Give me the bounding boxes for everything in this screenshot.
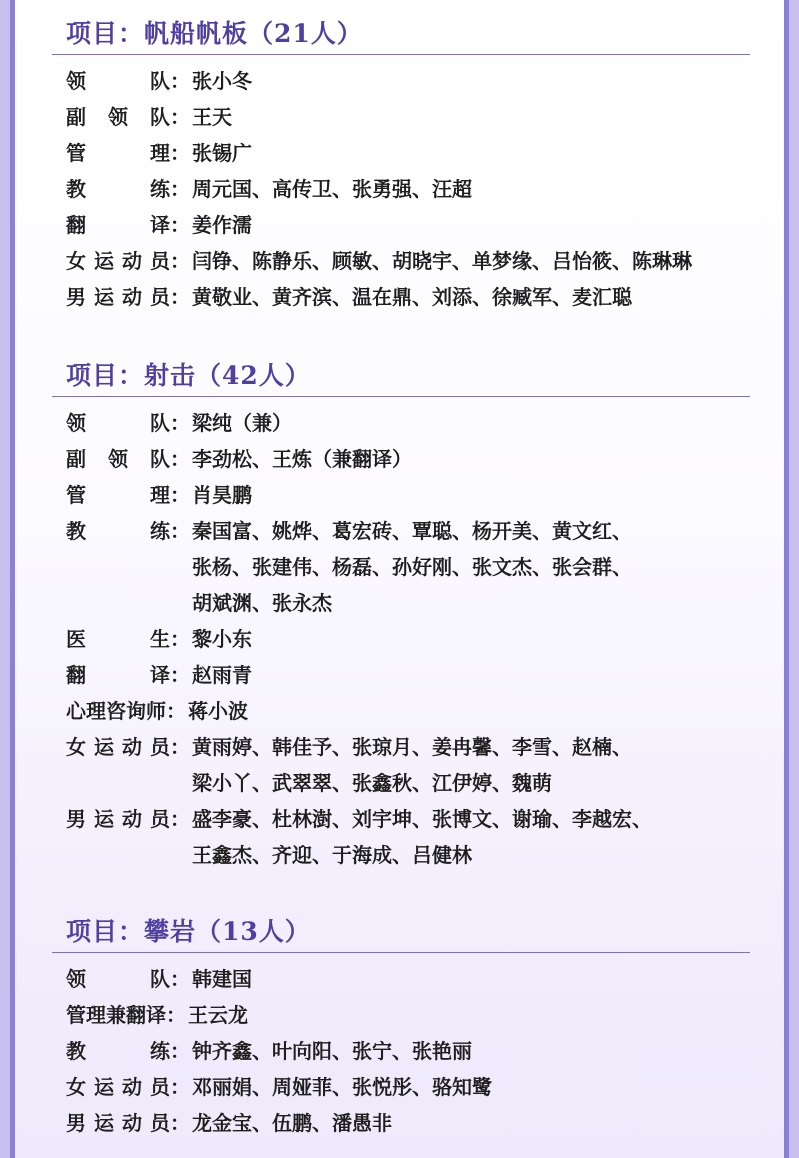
label-colon: ： — [166, 1003, 186, 1027]
member-names-line: 黎小东 — [192, 627, 252, 651]
roster-row — [52, 997, 750, 1033]
member-names — [192, 1105, 392, 1141]
roster-row — [52, 477, 750, 513]
label-colon: ： — [170, 285, 190, 309]
label-colon: ： — [166, 699, 186, 723]
member-names — [192, 207, 252, 243]
member-names — [192, 405, 292, 441]
roster-row — [52, 1069, 750, 1105]
role-label: 管理兼翻译 — [66, 1003, 166, 1027]
roster-section — [52, 14, 750, 315]
label-colon: ： — [170, 663, 190, 687]
role-label: 副领队 — [66, 105, 170, 129]
roster-row — [52, 279, 750, 315]
member-names — [192, 279, 632, 315]
member-names-line: 赵雨青 — [192, 663, 252, 687]
roster-row — [52, 99, 750, 135]
member-names-line: 王天 — [192, 105, 232, 129]
label-colon: ： — [170, 627, 190, 651]
role-label: 女运动员 — [66, 1075, 170, 1099]
roster-row — [52, 621, 750, 657]
roster-row — [52, 961, 750, 997]
role-label: 管理 — [66, 483, 170, 507]
roster-row — [52, 513, 750, 621]
label-colon: ： — [170, 483, 190, 507]
section-divider — [52, 54, 750, 55]
role-label: 翻译 — [66, 213, 170, 237]
label-colon: ： — [170, 411, 190, 435]
label-colon: ： — [170, 141, 190, 165]
section-title: 项目：攀岩（13人） — [66, 917, 311, 946]
member-names-line: 蒋小波 — [188, 699, 248, 723]
role-label: 男运动员 — [66, 285, 170, 309]
label-colon: ： — [170, 1075, 190, 1099]
label-colon: ： — [170, 1039, 190, 1063]
role-label: 领队 — [66, 411, 170, 435]
role-label: 教练 — [66, 1039, 170, 1063]
member-names-line: 张小冬 — [192, 69, 252, 93]
section-divider — [52, 396, 750, 397]
member-names-line: 盛李豪、杜林澍、刘宇坤、张博文、谢瑜、李越宏、 — [192, 807, 652, 831]
roster-row — [52, 1105, 750, 1141]
member-names — [192, 243, 692, 279]
label-colon: ： — [170, 249, 190, 273]
member-names-line: 张锡广 — [192, 141, 252, 165]
member-names — [192, 513, 632, 621]
frame-right-edge — [789, 0, 799, 1158]
member-names-line: 钟齐鑫、叶向阳、张宁、张艳丽 — [192, 1039, 472, 1063]
member-names — [192, 99, 232, 135]
member-names — [192, 441, 412, 477]
role-label: 女运动员 — [66, 735, 170, 759]
member-names-line: 梁小丫、武翠翠、张鑫秋、江伊婷、魏萌 — [192, 771, 552, 795]
member-names — [192, 1033, 472, 1069]
roster-row — [52, 801, 750, 873]
member-names-line: 黄雨婷、韩佳予、张琼月、姜冉馨、李雪、赵楠、 — [192, 735, 632, 759]
role-label: 管理 — [66, 141, 170, 165]
member-names-line: 秦国富、姚烨、葛宏砖、覃聪、杨开美、黄文红、 — [192, 519, 632, 543]
label-colon: ： — [170, 735, 190, 759]
roster-row — [52, 405, 750, 441]
label-colon: ： — [170, 105, 190, 129]
member-names-line: 肖昊鹏 — [192, 483, 252, 507]
member-names-line: 李劲松、王炼（兼翻译） — [192, 447, 412, 471]
member-names-line: 周元国、高传卫、张勇强、汪超 — [192, 177, 472, 201]
roster-row — [52, 441, 750, 477]
roster-row — [52, 207, 750, 243]
label-colon: ： — [170, 519, 190, 543]
member-names — [188, 997, 248, 1033]
member-names — [192, 135, 252, 171]
member-names-line: 王鑫杰、齐迎、于海成、吕健林 — [192, 843, 472, 867]
member-names — [192, 801, 652, 873]
member-names-line: 龙金宝、伍鹏、潘愚非 — [192, 1111, 392, 1135]
member-names — [192, 657, 252, 693]
member-names — [192, 1069, 492, 1105]
member-names — [188, 693, 248, 729]
role-label: 领队 — [66, 967, 170, 991]
member-names-line: 王云龙 — [188, 1003, 248, 1027]
label-colon: ： — [170, 213, 190, 237]
role-label: 女运动员 — [66, 249, 170, 273]
label-colon: ： — [170, 447, 190, 471]
member-names — [192, 171, 472, 207]
role-label: 副领队 — [66, 447, 170, 471]
member-names-line: 胡斌渊、张永杰 — [192, 591, 332, 615]
roster-row — [52, 657, 750, 693]
label-colon: ： — [170, 177, 190, 201]
role-label: 翻译 — [66, 663, 170, 687]
member-names-line: 张杨、张建伟、杨磊、孙好刚、张文杰、张会群、 — [192, 555, 632, 579]
role-label: 教练 — [66, 519, 170, 543]
roster-section — [52, 356, 750, 873]
roster-row — [52, 693, 750, 729]
role-label: 男运动员 — [66, 1111, 170, 1135]
role-label: 教练 — [66, 177, 170, 201]
roster-row — [52, 729, 750, 801]
member-names-line: 梁纯（兼） — [192, 411, 292, 435]
frame-left-edge — [0, 0, 10, 1158]
label-colon: ： — [170, 1111, 190, 1135]
role-label: 心理咨询师 — [66, 699, 166, 723]
roster-row — [52, 171, 750, 207]
member-names — [192, 729, 632, 801]
member-names-line: 邓丽娟、周娅菲、张悦彤、骆知鹭 — [192, 1075, 492, 1099]
member-names — [192, 477, 252, 513]
member-names-line: 韩建国 — [192, 967, 252, 991]
roster-row — [52, 243, 750, 279]
member-names-line: 闫铮、陈静乐、顾敏、胡晓宇、单梦缘、吕怡筱、陈琳琳 — [192, 249, 692, 273]
role-label: 领队 — [66, 69, 170, 93]
label-colon: ： — [170, 807, 190, 831]
roster-section — [52, 912, 750, 1141]
member-names-line: 姜作濡 — [192, 213, 252, 237]
label-colon: ： — [170, 967, 190, 991]
roster-row — [52, 1033, 750, 1069]
roster-row — [52, 63, 750, 99]
member-names — [192, 63, 252, 99]
role-label: 男运动员 — [66, 807, 170, 831]
section-title: 项目：帆船帆板（21人） — [66, 19, 363, 48]
member-names — [192, 621, 252, 657]
roster-row — [52, 135, 750, 171]
section-divider — [52, 952, 750, 953]
member-names — [192, 961, 252, 997]
section-title: 项目：射击（42人） — [66, 361, 311, 390]
member-names-line: 黄敬业、黄齐滨、温在鼎、刘添、徐臧军、麦汇聪 — [192, 285, 632, 309]
role-label: 医生 — [66, 627, 170, 651]
label-colon: ： — [170, 69, 190, 93]
